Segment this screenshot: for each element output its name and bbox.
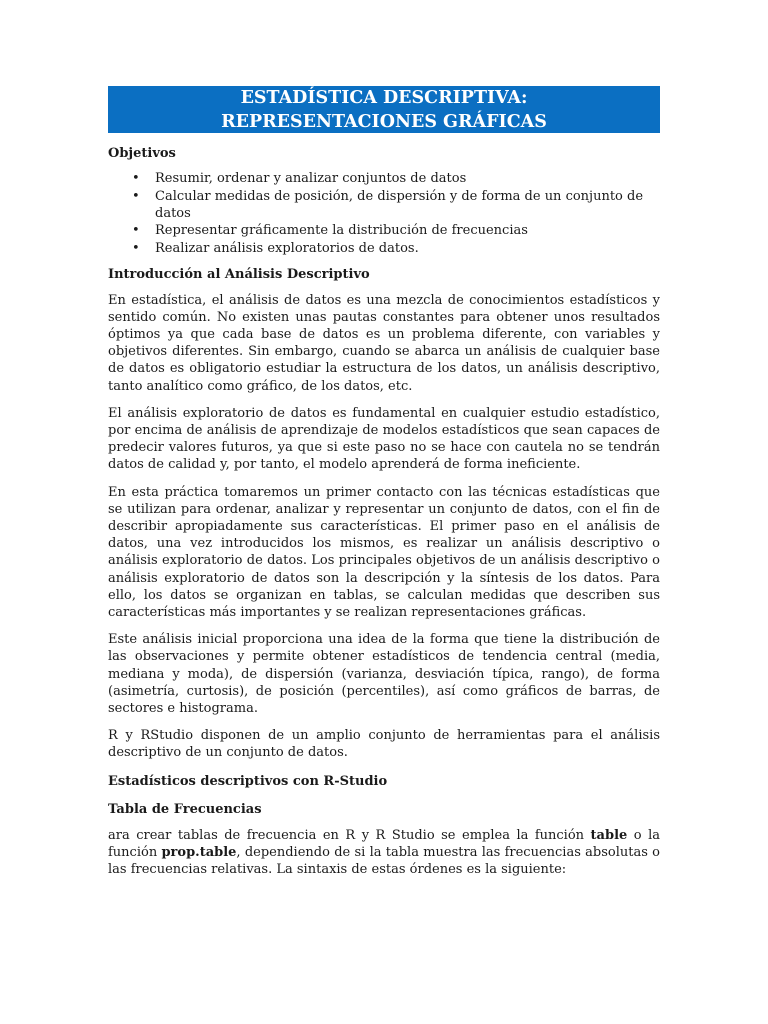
list-item xyxy=(108,188,660,222)
bullet-icon: • xyxy=(132,188,140,204)
objective-text: Resumir, ordenar y analizar conjuntos de datos xyxy=(155,171,467,186)
list-item xyxy=(108,222,660,239)
paragraph: En estadística, el análisis de datos es una mezcla de conocimientos estadísticos y sentido común. No existen unas pautas constantes para obtener unos resultados óptimos ya que cada base de datos es un problema diferente, con variables y objetivos diferentes. Sin embargo, cuando se abarca un análisis de cualquier base de datos es obligatorio estudiar la estructura de los datos, un análisis descriptivo, tanto analítico como gráfico, de los datos, etc. xyxy=(108,292,660,394)
code-table: table xyxy=(590,827,628,843)
tabla-text-2: o la función xyxy=(108,827,661,860)
estadisticos-heading: Estadísticos descriptivos con R-Studio xyxy=(108,773,388,789)
tabla-text-3: , dependiendo de si la tabla muestra las frecuencias absolutas o las frecuencias relativas. La sintaxis de estas órdenes es la siguiente: xyxy=(108,844,660,877)
tabla-text-1: ara crear tablas de frecuencia en R y R Studio se emplea la función xyxy=(108,827,591,843)
bullet-icon: • xyxy=(132,240,140,256)
objective-text: Representar gráficamente la distribución de frecuencias xyxy=(155,223,528,238)
bullet-icon: • xyxy=(132,223,140,238)
tabla-heading: Tabla de Frecuencias xyxy=(108,801,262,817)
code-prop-table: prop.table xyxy=(161,844,237,860)
objetivos-heading: Objetivos xyxy=(108,146,176,161)
bullet-icon: • xyxy=(132,171,140,186)
paragraph: R y RStudio disponen de un amplio conjunto de herramientas para el análisis descriptivo de un conjunto de datos. xyxy=(108,728,660,761)
list-item xyxy=(108,170,660,187)
tabla-paragraph xyxy=(108,827,660,879)
document-page xyxy=(108,86,660,878)
title-line-2: REPRESENTACIONES GRÁFICAS xyxy=(221,112,547,132)
list-item xyxy=(108,240,660,257)
paragraph: El análisis exploratorio de datos es fundamental en cualquier estudio estadístico, por encima de análisis de aprendizaje de modelos estadísticos que sean capaces de predecir valores futuros, ya que si este paso no se hace con cautela no se tendrán datos de calidad y, por tanto, el modelo aprenderá de forma ineficiente. xyxy=(108,405,660,473)
paragraph: En esta práctica tomaremos un primer contacto con las técnicas estadísticas que se utilizan para ordenar, analizar y representar un conjunto de datos, con el fin de describir apropiadamente sus características. El primer paso en el análisis de datos, una vez introducidos los mismos, es realizar un análisis descriptivo o análisis exploratorio de datos. Los principales objetivos de un análisis descriptivo o análisis exploratorio de datos son la descripción y la síntesis de los datos. Para ello, los datos se organizan en tablas, se calculan medidas que describen sus características más importantes y se realizan representaciones gráficas. xyxy=(108,484,660,620)
title-line-1: ESTADÍSTICA DESCRIPTIVA: xyxy=(240,88,528,108)
objective-text: Calcular medidas de posición, de dispersión y de forma de un conjunto de datos xyxy=(155,188,644,221)
introduccion-heading: Introducción al Análisis Descriptivo xyxy=(108,266,370,282)
objectives-list xyxy=(108,170,660,257)
paragraph: Este análisis inicial proporciona una idea de la forma que tiene la distribución de las observaciones y permite obtener estadísticos de tendencia central (media, mediana y moda), de dispersión (varianza, desviación típica, rango), de forma (asimetría, curtosis), de posición (percentiles), así como gráficos de barras, de sectores e histograma. xyxy=(108,632,660,716)
objective-text: Realizar análisis exploratorios de datos. xyxy=(155,240,419,256)
title-banner xyxy=(108,86,660,133)
